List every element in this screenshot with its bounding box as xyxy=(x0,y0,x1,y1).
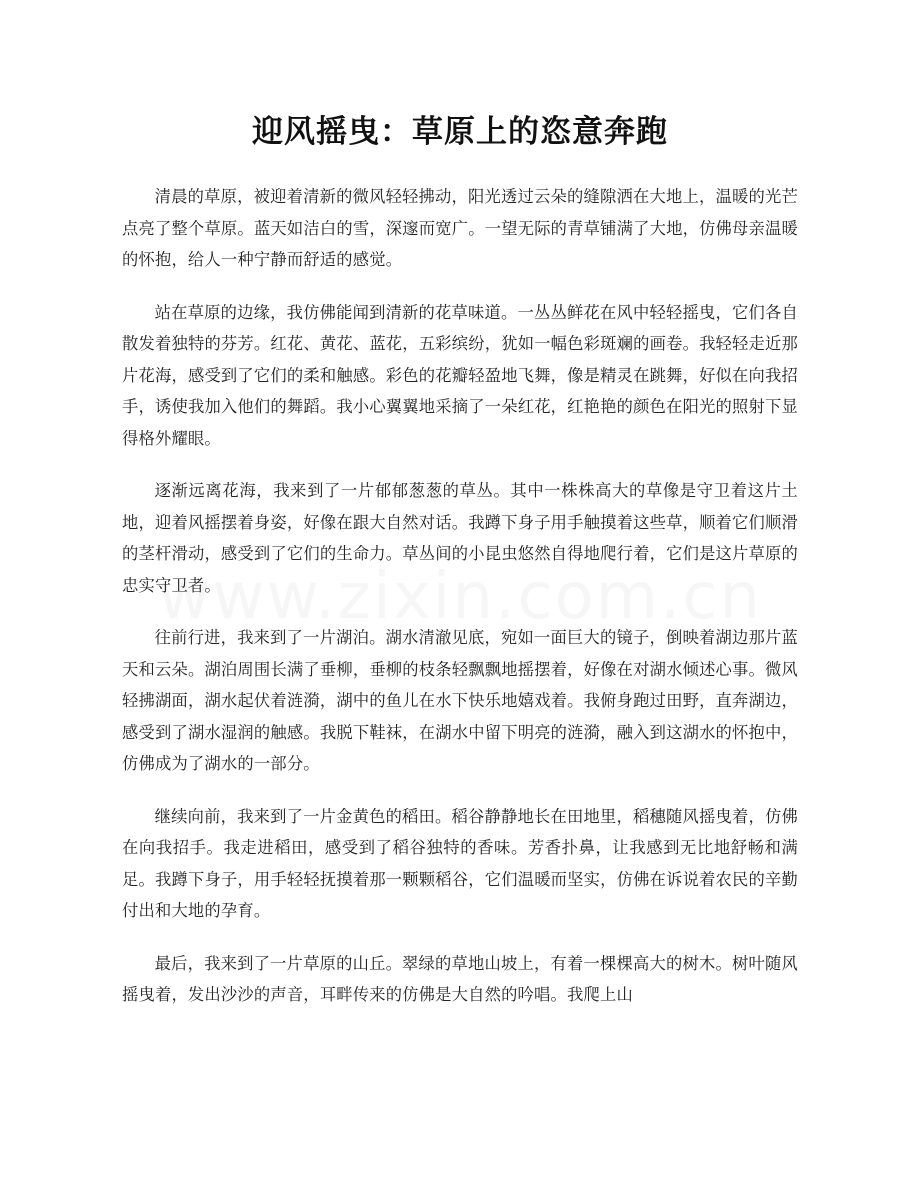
paragraph-3: 逐渐远离花海，我来到了一片郁郁葱葱的草丛。其中一株株高大的草像是守卫着这片土地，迎着风摇摆着身姿，好像在跟大自然对话。我蹲下身子用手触摸着这些草，顺着它们顺滑的茎杆滑动，感受到了它们的生命力。草丛间的小昆虫悠然自得地爬行着，它们是这片草原的忠实守卫者。 xyxy=(122,481,798,595)
document-body xyxy=(122,181,798,1032)
paragraph-5: 继续向前，我来到了一片金黄色的稻田。稻谷静静地长在田地里，稻穗随风摇曳着，仿佛在向我招手。我走进稻田，感受到了稻谷独特的香味。芳香扑鼻，让我感到无比地舒畅和满足。我蹲下身子，用手轻轻抚摸着那一颗颗稻谷，它们温暖而坚实，仿佛在诉说着农民的辛勤付出和大地的孕育。 xyxy=(122,806,798,920)
paragraph-2: 站在草原的边缘，我仿佛能闻到清新的花草味道。一丛丛鲜花在风中轻轻摇曳，它们各自散发着独特的芬芳。红花、黄花、蓝花，五彩缤纷，犹如一幅色彩斑斓的画卷。我轻轻走近那片花海，感受到了它们的柔和触感。彩色的花瓣轻盈地飞舞，像是精灵在跳舞，好似在向我招手，诱使我加入他们的舞蹈。我小心翼翼地采摘了一朵红花，红艳艳的颜色在阳光的照射下显得格外耀眼。 xyxy=(122,302,798,448)
document-title: 迎风摇曳：草原上的恣意奔跑 xyxy=(252,114,668,150)
paragraph-6: 最后，我来到了一片草原的山丘。翠绿的草地山坡上，有着一棵棵高大的树木。树叶随风摇曳着，发出沙沙的声音，耳畔传来的仿佛是大自然的吟唱。我爬上山 xyxy=(122,953,798,1004)
paragraph-4: 往前行进，我来到了一片湖泊。湖水清澈见底，宛如一面巨大的镜子，倒映着湖边那片蓝天和云朵。湖泊周围长满了垂柳，垂柳的枝条轻飘飘地摇摆着，好像在对湖水倾述心事。微风轻拂湖面，湖水起伏着涟漪，湖中的鱼儿在水下快乐地嬉戏着。我俯身跑过田野，直奔湖边，感受到了湖水湿润的触感。我脱下鞋袜，在湖水中留下明亮的涟漪，融入到这湖水的怀抱中，仿佛成为了湖水的一部分。 xyxy=(122,628,798,773)
paragraph-1: 清晨的草原，被迎着清新的微风轻轻拂动，阳光透过云朵的缝隙洒在大地上，温暖的光芒点亮了整个草原。蓝天如洁白的雪，深邃而宽广。一望无际的青草铺满了大地，仿佛母亲温暖的怀抱，给人一种宁静而舒适的感觉。 xyxy=(122,187,798,269)
